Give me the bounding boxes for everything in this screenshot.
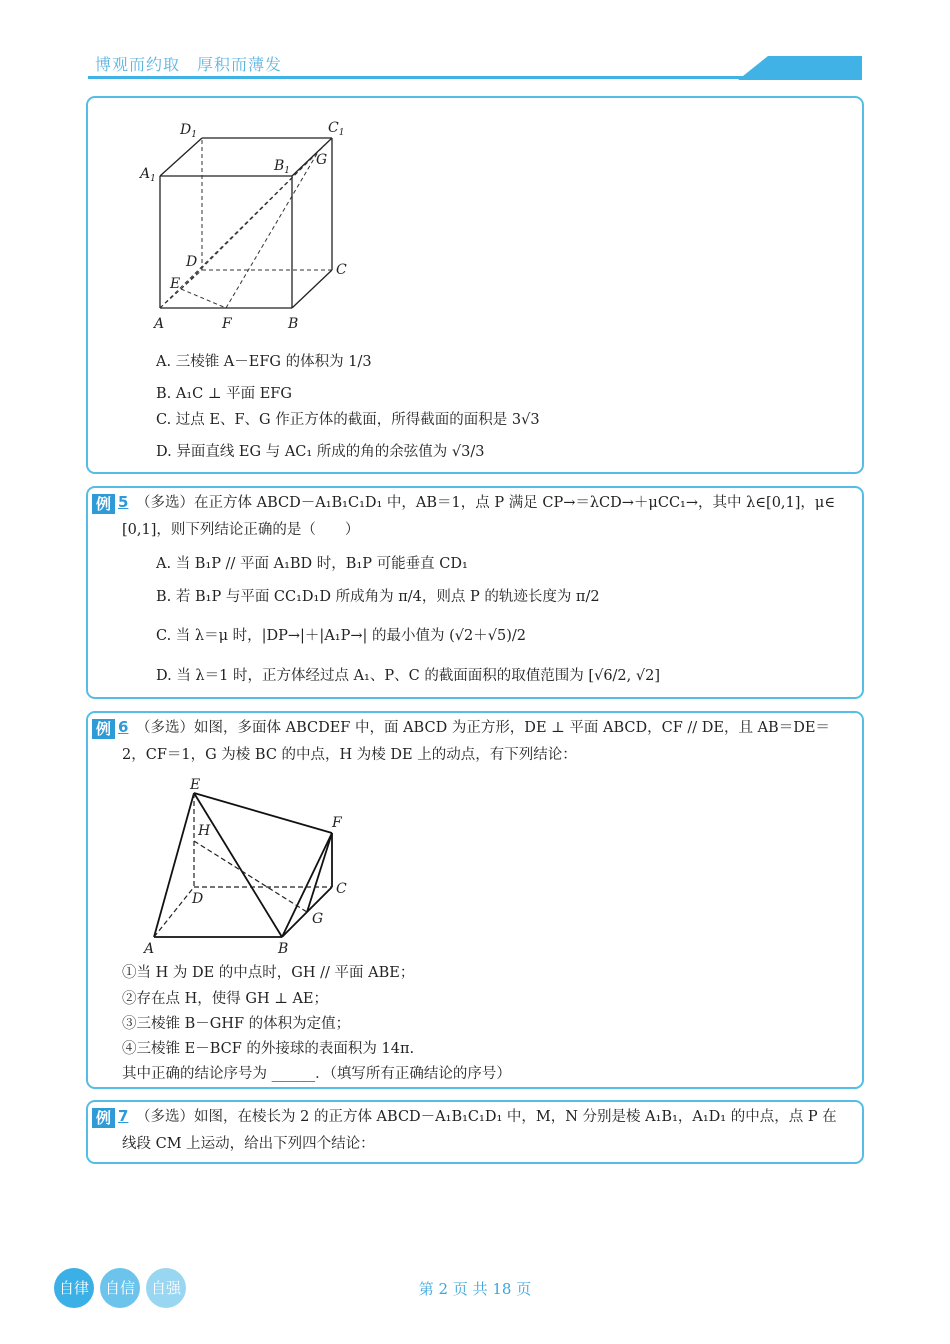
label-H: H [198,823,211,839]
example-number: 7 [118,1107,129,1125]
example-number: 6 [118,718,129,736]
label-D1: $D_1$ [180,122,197,140]
option-b: B. A₁C ⊥ 平面 EFG [156,386,292,402]
option-d: D. 当 λ＝1 时，正方体经过点 A₁、P、C 的截面面积的取值范围为 [√6/2, √2] [156,668,660,684]
question-stem-line2: [0,1]，则下列结论正确的是（ ） [122,522,360,538]
example-6-box [86,711,864,1089]
option-a: A. 当 B₁P // 平面 A₁BD 时，B₁P 可能垂直 CD₁ [156,556,468,572]
statement-4: ④三棱锥 E－BCF 的外接球的表面积为 14π. [122,1041,415,1057]
example-number: 5 [118,493,129,511]
question-stem-line1: （多选）如图，多面体 ABCDEF 中，面 ABCD 为正方形，DE ⊥ 平面 ABCD，CF // DE，且 AB＝DE＝ [136,720,830,736]
option-b: B. 若 B₁P 与平面 CC₁D₁D 所成角为 π/4，则点 P 的轨迹长度为 π/2 [156,589,600,605]
label-E: E [170,276,181,292]
label-B: B [278,941,289,957]
label-B1: $B_1$ [274,158,291,176]
statement-3: ③三棱锥 B－GHF 的体积为定值； [122,1016,351,1032]
label-D: D [192,891,204,907]
label-B: B [288,316,299,332]
option-c: C. 当 λ＝μ 时，|DP→|＋|A₁P→| 的最小值为 (√2＋√5)/2 [156,628,526,644]
example-5-box [86,486,864,699]
badge-self-discipline: 自律 [54,1268,94,1308]
label-C: C [336,262,347,278]
option-a: A. 三棱锥 A－EFG 的体积为 1/3 [156,354,372,370]
label-G: G [312,911,324,927]
cube-figure [136,106,376,346]
label-C: C [336,881,347,897]
option-d: D. 异面直线 EG 与 AC₁ 所成的角的余弦值为 √3/3 [156,444,485,460]
polyhedron-figure [140,773,370,959]
header-rule [88,76,766,79]
badge-self-confidence: 自信 [100,1268,140,1308]
label-E: E [190,777,201,793]
badge-self-improvement: 自强 [146,1268,186,1308]
example-tag: 例 [92,1108,115,1128]
question-stem-line1: （多选）如图，在棱长为 2 的正方体 ABCD－A₁B₁C₁D₁ 中，M，N 分别是棱 A₁B₁，A₁D₁ 的中点，点 P 在 [136,1109,837,1125]
example-tag: 例 [92,494,115,514]
question-stem-line1: （多选）在正方体 ABCD－A₁B₁C₁D₁ 中，AB＝1，点 P 满足 CP→＝λCD→＋μCC₁→，其中 λ∈[0,1]，μ∈ [136,495,836,511]
page-number: 第 2 页 共 18 页 [418,1280,532,1298]
question-stem-line2: 线段 CM 上运动，给出下列四个结论： [122,1136,375,1152]
answer-prompt: 其中正确的结论序号为 ______．（填写所有正确结论的序号） [122,1066,511,1082]
header-title: 博观而约取 厚积而薄发 [95,55,283,74]
label-A: A [144,941,155,957]
example-7-box [86,1100,864,1164]
example-tag: 例 [92,719,115,739]
option-c: C. 过点 E、F、G 作正方体的截面，所得截面的面积是 3√3 [156,412,540,428]
statement-2: ②存在点 H，使得 GH ⊥ AE； [122,991,329,1007]
label-A1: $A_1$ [140,166,156,184]
statement-1: ①当 H 为 DE 的中点时，GH // 平面 ABE； [122,965,415,981]
label-A: A [154,316,165,332]
label-D: D [186,254,198,270]
question-stem-line2: 2，CF＝1，G 为棱 BC 的中点，H 为棱 DE 上的动点，有下列结论： [122,747,577,763]
label-F: F [222,316,232,332]
question-box-continued [86,96,864,474]
label-G: G [316,152,328,168]
label-C1: $C_1$ [328,120,345,138]
label-F: F [332,815,342,831]
